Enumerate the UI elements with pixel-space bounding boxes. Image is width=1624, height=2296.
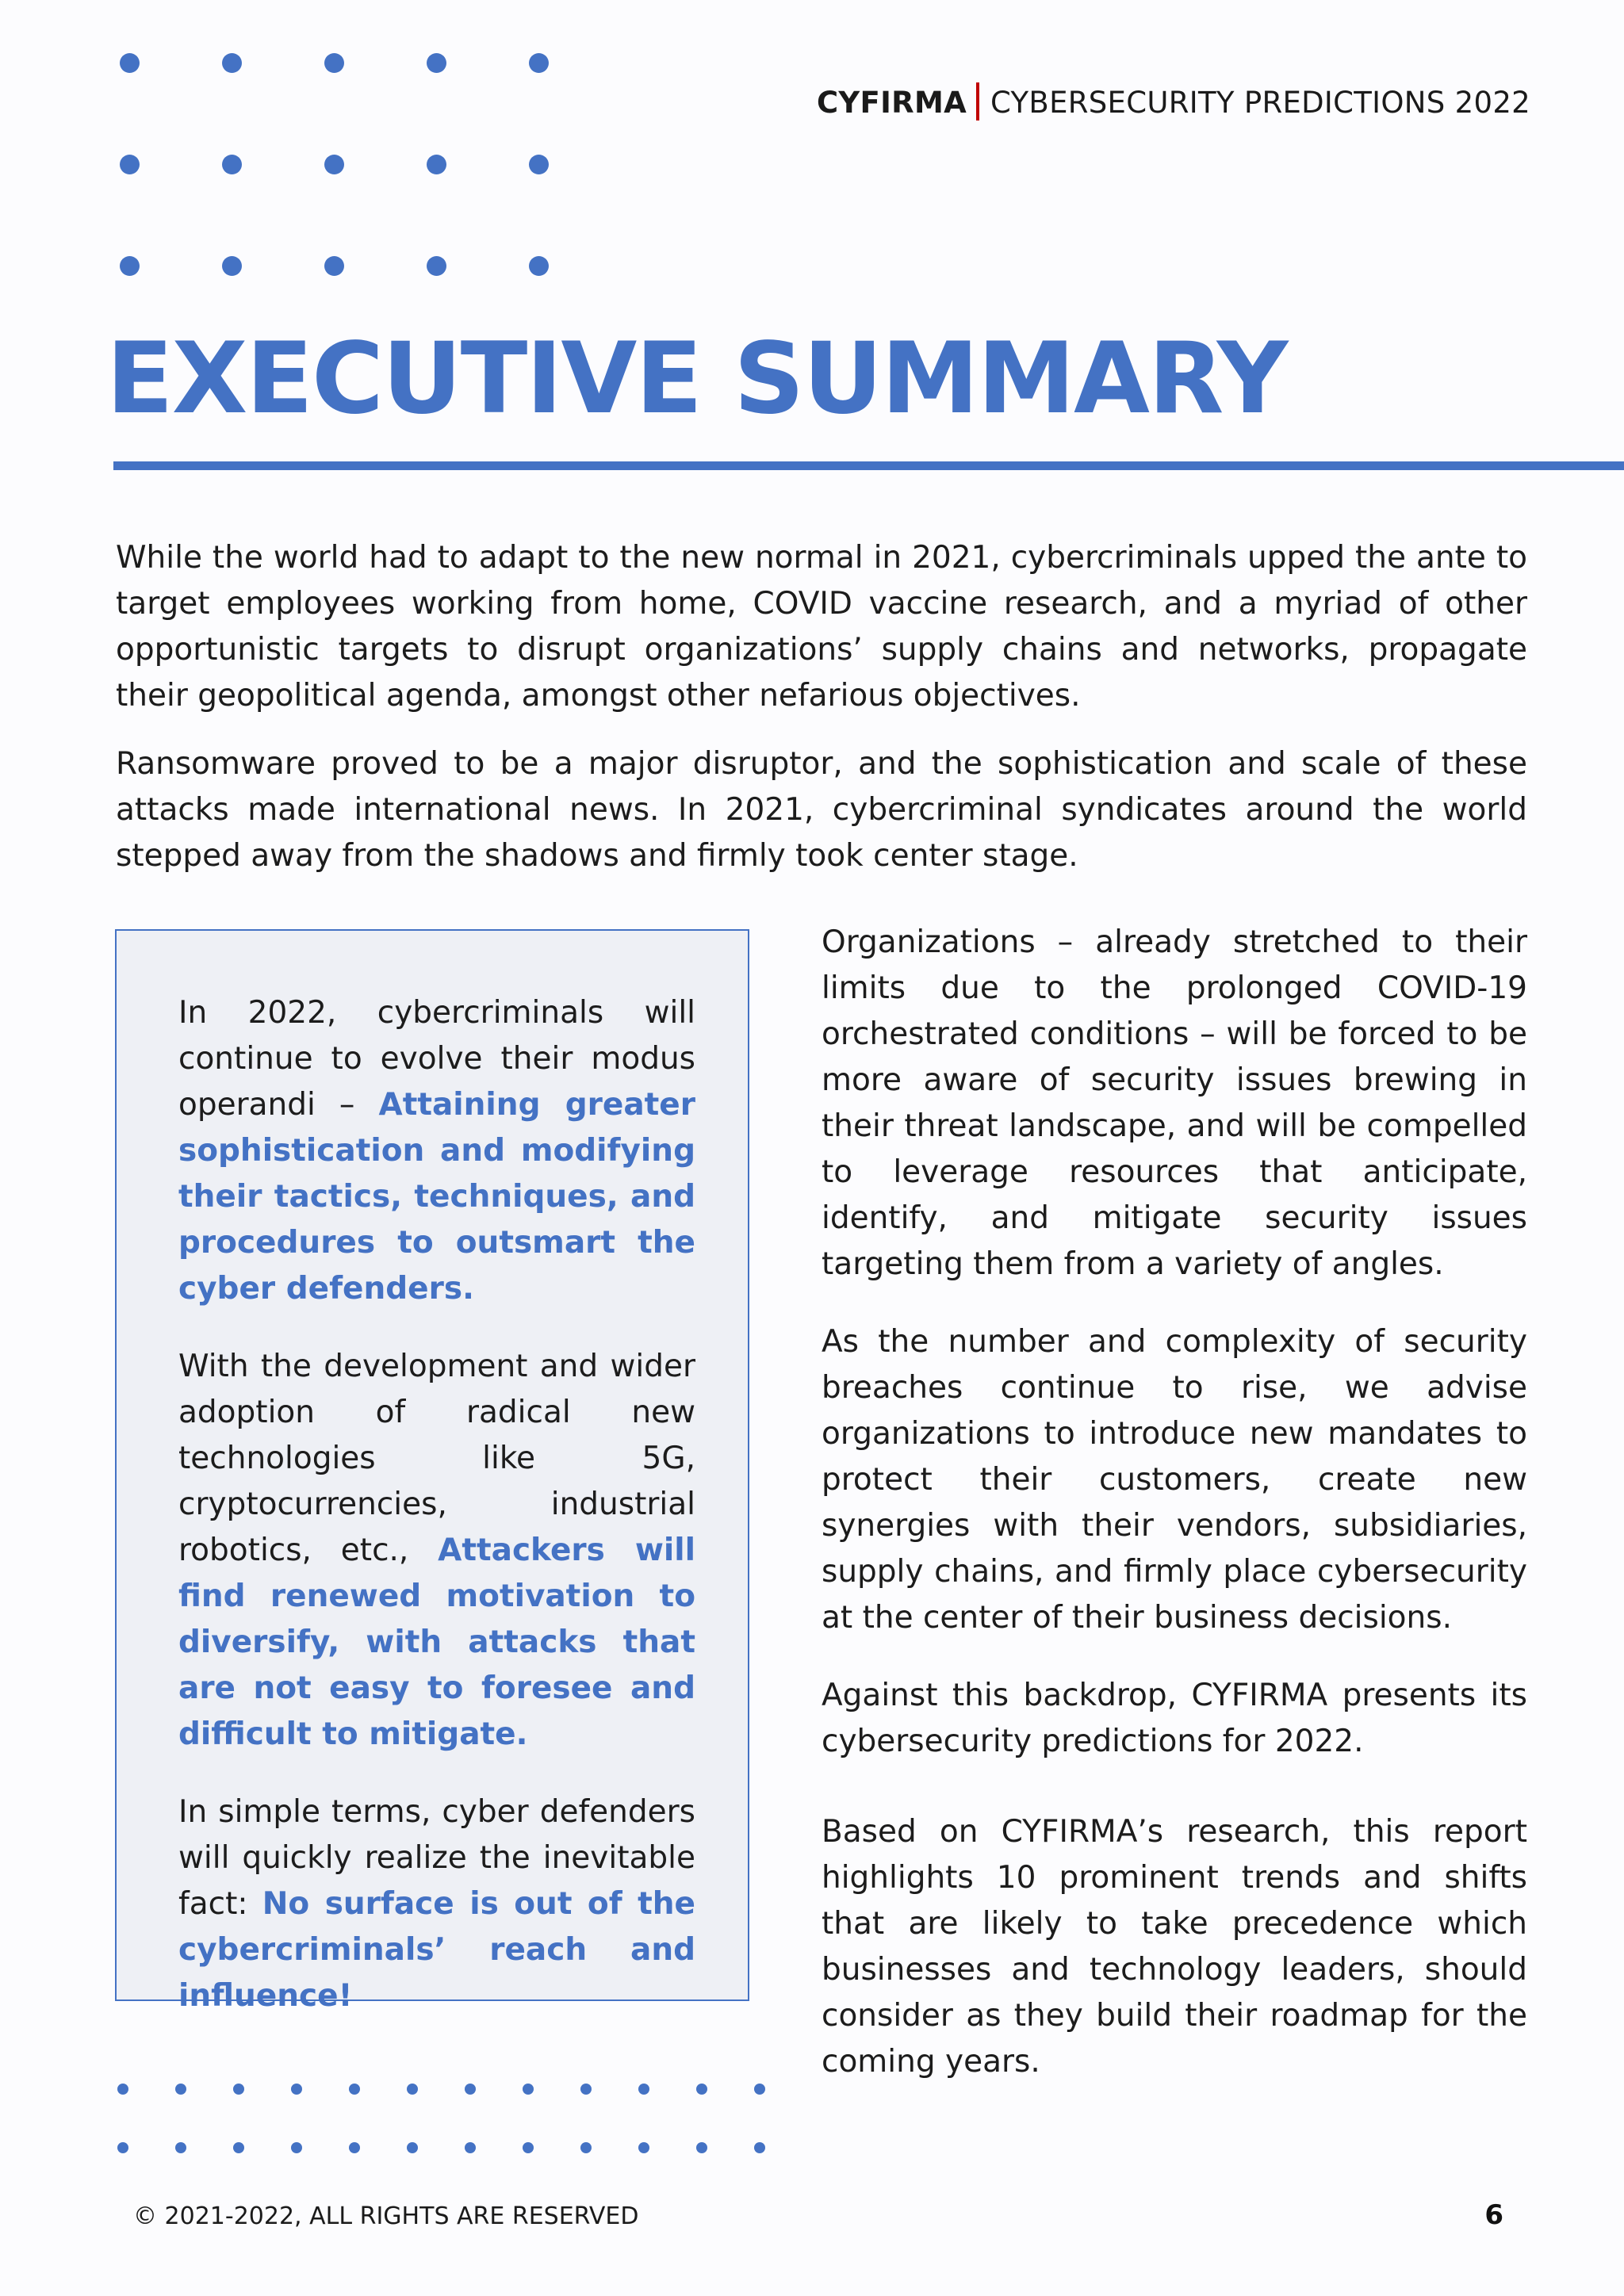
- decorative-dot: [233, 2084, 244, 2095]
- callout-content: [178, 990, 695, 2019]
- callout-paragraph-1: [178, 990, 695, 1312]
- decorative-dot: [580, 2142, 592, 2153]
- callout-text: In 2022, cybercriminals will continue to evolve their modus operandi –: [178, 995, 695, 1123]
- decorative-dot: [120, 53, 140, 73]
- decorative-dot: [523, 2084, 534, 2095]
- callout-text: In simple terms, cyber defenders will quickly realize the inevitable fact:: [178, 1794, 695, 1922]
- decorative-dot: [117, 2084, 128, 2095]
- decorative-dot: [407, 2084, 418, 2095]
- decorative-dot: [696, 2142, 707, 2153]
- callout-highlight: Attaining greater sophistication and modifying their tactics, techniques, and procedures to outsmart the cyber defenders.: [178, 1087, 695, 1307]
- right-paragraph-1: Organizations – already stretched to their limits due to the prolonged COVID-19 orchestrated conditions – will be forced to be more aware of security issues brewing in their threat landscape, and will be compelled to leverage resources that anticipate, identify, and mitigate security issues targeting them from a variety of angles.: [822, 924, 1527, 1282]
- running-header: [817, 82, 1530, 121]
- decorative-dot: [427, 155, 446, 174]
- decorative-dot-row: [117, 2142, 776, 2158]
- decorative-dot: [465, 2084, 476, 2095]
- decorative-dot-row: [117, 2084, 776, 2099]
- decorative-dot: [324, 256, 344, 276]
- right-paragraph-3: Against this backdrop, CYFIRMA presents its cybersecurity predictions for 2022.: [822, 1678, 1527, 1759]
- right-column: [822, 920, 1527, 2085]
- decorative-dot: [754, 2084, 765, 2095]
- title-underline: [113, 461, 1624, 470]
- right-paragraph-2: As the number and complexity of security breaches continue to rise, we advise organizations to introduce new mandates to protect their customers, create new synergies with their vendors, subsidiaries, supply chains, and firmly place cybersecurity at the center of their business decisions.: [822, 1324, 1527, 1636]
- decorative-dot: [222, 256, 242, 276]
- decorative-dot: [465, 2142, 476, 2153]
- callout-text: With the development and wider adoption of radical new technologies like 5G, cryptocurrencies, industrial robotics, etc.,: [178, 1349, 695, 1568]
- decorative-dot: [529, 155, 549, 174]
- intro-section: [116, 535, 1527, 879]
- decorative-dot: [117, 2142, 128, 2153]
- decorative-dot: [349, 2084, 360, 2095]
- decorative-dot: [696, 2084, 707, 2095]
- decorative-dot: [427, 256, 446, 276]
- decorative-dot: [324, 53, 344, 73]
- header-title: CYBERSECURITY PREDICTIONS 2022: [990, 86, 1530, 120]
- right-paragraph-4: Based on CYFIRMA’s research, this report highlights 10 prominent trends and shifts that are likely to take precedence which businesses and technology leaders, should consider as they build their roadmap for the coming years.: [822, 1814, 1527, 2080]
- decorative-dot: [233, 2142, 244, 2153]
- callout-highlight: Attackers will find renewed motivation to diversify, with attacks that are not easy to foresee and difficult to mitigate.: [178, 1533, 696, 1752]
- decorative-dot: [349, 2142, 360, 2153]
- decorative-dot: [120, 256, 140, 276]
- decorative-dot: [529, 256, 549, 276]
- intro-paragraph-2: Ransomware proved to be a major disruptor, and the sophistication and scale of these attacks made international news. In 2021, cybercriminal syndicates around the world stepped away from the shadows and firmly took center stage.: [116, 746, 1527, 874]
- header-divider: [976, 82, 979, 121]
- decorative-dot: [580, 2084, 592, 2095]
- decorative-dot: [222, 53, 242, 73]
- decorative-dot: [291, 2084, 302, 2095]
- decorative-dot: [222, 155, 242, 174]
- decorative-dot: [638, 2142, 649, 2153]
- decorative-dot: [324, 155, 344, 174]
- decorative-dot: [120, 155, 140, 174]
- page-number: 6: [1484, 2199, 1503, 2231]
- decorative-dot-grid: [120, 53, 554, 275]
- decorative-dot: [175, 2142, 186, 2153]
- decorative-dot: [407, 2142, 418, 2153]
- decorative-dot: [529, 53, 549, 73]
- decorative-dot: [427, 53, 446, 73]
- decorative-dot: [175, 2084, 186, 2095]
- callout-box: [115, 929, 749, 2014]
- callout-highlight: No surface is out of the cybercriminals’ reach and influence!: [178, 1886, 695, 2014]
- decorative-dot: [638, 2084, 649, 2095]
- footer-copyright: © 2021-2022, ALL RIGHTS ARE RESERVED: [133, 2202, 639, 2230]
- decorative-dot: [291, 2142, 302, 2153]
- callout-paragraph-2: [178, 1344, 695, 1758]
- decorative-dot: [523, 2142, 534, 2153]
- intro-paragraph-1: While the world had to adapt to the new normal in 2021, cybercriminals upped the ante to target employees working from home, COVID vaccine research, and a myriad of other opportunistic targets to disrupt organizations’ supply chains and networks, propagate their geopolitical agenda, amongst other nefarious objectives.: [116, 540, 1527, 714]
- page-title: EXECUTIVE SUMMARY: [106, 322, 1287, 436]
- header-brand: CYFIRMA: [816, 86, 967, 120]
- decorative-dot: [754, 2142, 765, 2153]
- callout-paragraph-3: [178, 1789, 695, 2019]
